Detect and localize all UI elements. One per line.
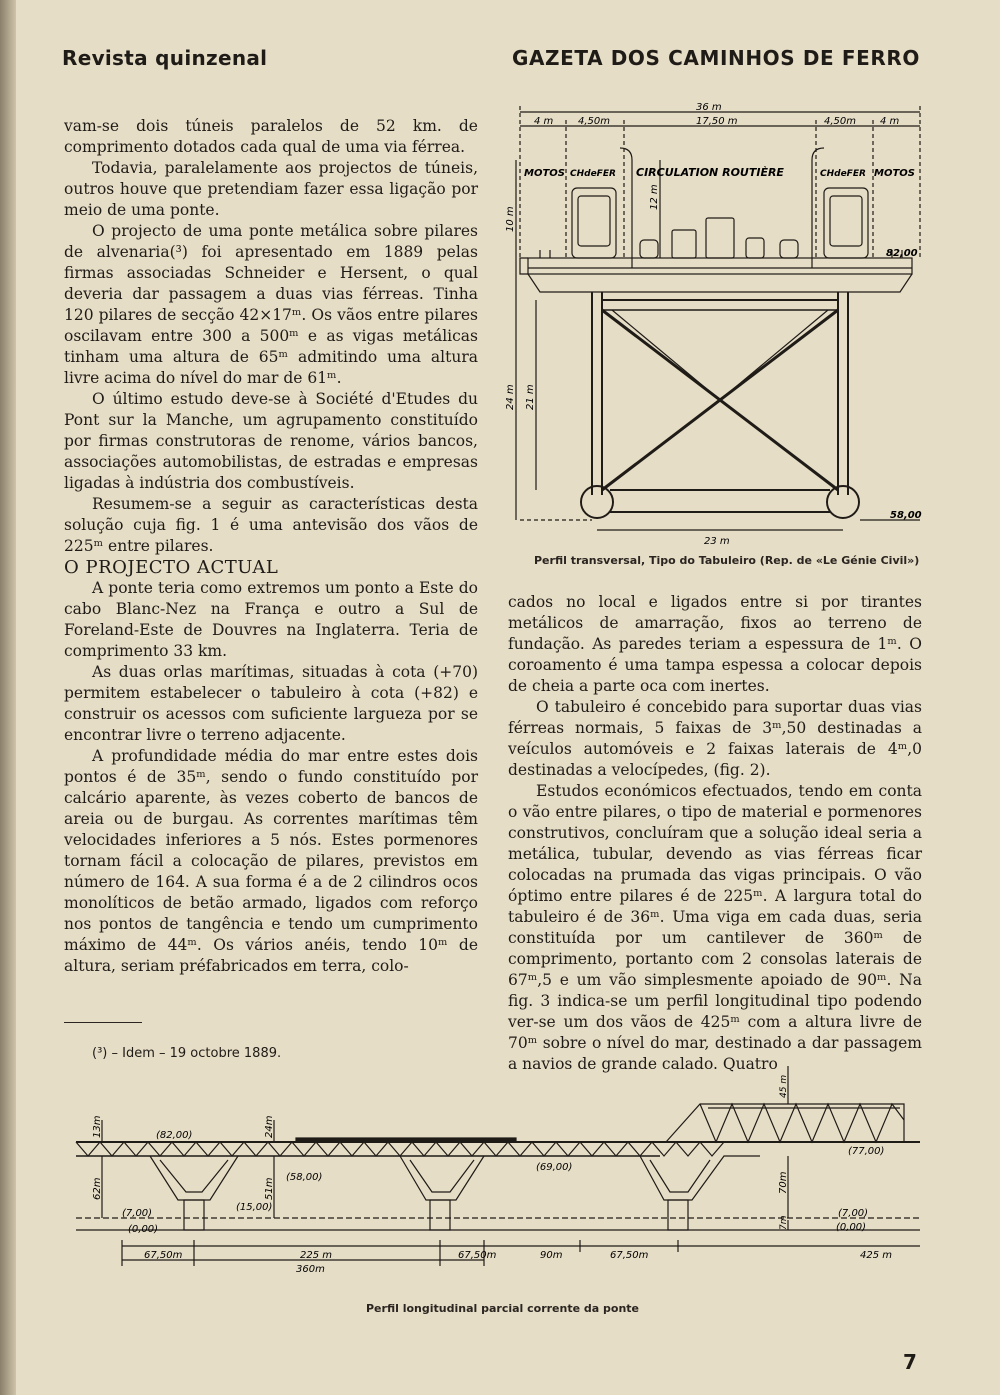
page-binding-edge [0, 0, 16, 1395]
dim-d3: 17,50 m [696, 116, 738, 127]
height-h7: 7m [779, 1215, 789, 1230]
paragraph: A ponte teria como extremos um ponto a Este do cabo Blanc-Nez na França e outro a Sul de Foreland-Este de Douvres na Inglaterra. Teria de comprimento 33 km. [64, 579, 478, 660]
left-column [64, 116, 478, 977]
paragraph: O projecto de uma ponte metálica sobre pilares de alvenaria(³) foi apresentado em 1889 pelas firmas associadas Schneider e Hersent, o qual deveria dar passagem a duas vias férreas. Tinha 120 pilares de secção 42×17ᵐ. Os vãos entre pilares oscilavam entre 300 a 500ᵐ e as vigas metálicas tinham uma altura de 65ᵐ admitindo uma altura livre acima do nível do mar de 61ᵐ. [64, 222, 478, 387]
height-h70: 70m [778, 1171, 789, 1194]
level-l8: (7,00) [838, 1208, 869, 1219]
header-left: Revista quinzenal [62, 46, 268, 70]
label-road: CIRCULATION ROUTIÈRE [636, 166, 784, 179]
dim-base: 23 m [704, 536, 730, 547]
height-h13: 13m [92, 1115, 103, 1138]
dim-total: 36 m [696, 102, 722, 113]
footnote: (³) – Idem – 19 octobre 1889. [92, 1046, 282, 1061]
label-motos-left: MOTOS [524, 168, 565, 179]
cross-section-figure [500, 100, 930, 550]
dim-d4: 4,50m [824, 116, 857, 127]
right-column [508, 592, 922, 1075]
dim-d2: 4,50m [578, 116, 611, 127]
span-total: 360m [296, 1264, 325, 1275]
span-s6: 425 m [860, 1250, 893, 1261]
paragraph: cados no local e ligados entre si por tirantes metálicos de amarração, fixos ao terreno de fundação. As paredes teriam a espessura de 1ᵐ. O coroamento é uma tampa espessa a colocar depois de cheia a parte oca com inertes. [508, 593, 922, 695]
paragraph: A profundidade média do mar entre estes dois pontos é de 35ᵐ, sendo o fundo constituído por calcário aparente, às vezes coberto de bancos de areia ou de burgau. As correntes marítimas têm velocidades inferiores a 5 nós. Estes pormenores tornam fácil a colocação de pilares, previstos em número de 164. A sua forma é a de 2 cilindros ocos monolíticos de betão armado, ligados com reforço nos pontos de tangência e tendo um cumprimento máximo de 44ᵐ. Os vários anéis, tendo 10ᵐ de altura, seriam préfabricados em terra, colo- [64, 747, 478, 975]
paragraph: Todavia, paralelamente aos projectos de túneis, outros houve que pretendiam fazer essa ligação por meio de uma ponte. [64, 159, 478, 219]
paragraph: O tabuleiro é concebido para suportar duas vias férreas normais, 5 faixas de 3ᵐ,50 destinadas a veículos automóveis e 2 faixas laterais de 4ᵐ,0 destinadas a velocípedes, (fig. 2). [508, 698, 922, 779]
paragraph: As duas orlas marítimas, situadas à cota (+70) permitem estabelecer o tabuleiro à cota (+82) e construir os acessos com suficiente largueza por se encontrar livre o terreno adjacente. [64, 663, 478, 744]
label-chfer-right: CHdeFER [820, 169, 866, 179]
figure2-caption: Perfil longitudinal parcial corrente da ponte [366, 1302, 640, 1315]
level-bottom: 58,00 [890, 510, 922, 521]
dim-h1: 10 m [505, 206, 516, 232]
height-h62: 62m [92, 1177, 103, 1200]
span-s1: 67,50m [144, 1250, 183, 1261]
level-l7: (0,00) [128, 1224, 159, 1235]
longitudinal-profile-figure [60, 1060, 930, 1300]
span-s2: 225 m [300, 1250, 333, 1261]
height-h51: 51m [264, 1177, 275, 1200]
level-l1: (82,00) [156, 1130, 193, 1141]
figure1-caption: Perfil transversal, Tipo do Tabuleiro (Rep. de «Le Génie Civil») [534, 554, 920, 567]
paragraph: Resumem-se a seguir as características desta solução cuja fig. 1 é uma antevisão dos vãos de 225ᵐ entre pilares. [64, 495, 478, 555]
level-l2: (58,00) [286, 1172, 323, 1183]
dim-h3: 24 m [505, 384, 516, 410]
page-number: 7 [903, 1350, 917, 1374]
paragraph: vam-se dois túneis paralelos de 52 km. de comprimento dotados cada qual de uma via férrea. [64, 117, 478, 156]
dim-h4: 21 m [525, 384, 536, 410]
span-s4: 90m [540, 1250, 563, 1261]
header-right: GAZETA DOS CAMINHOS DE FERRO [511, 46, 920, 70]
paragraph: Estudos económicos efectuados, tendo em conta o vão entre pilares, o tipo de material e pormenores construtivos, concluíram que a solução ideal seria a metálica, tubular, devendo as vias férreas ficar colocadas na prumada das vigas principais. O vão óptimo entre pilares é de 225ᵐ. A largura total do tabuleiro é de 36ᵐ. Uma viga em cada duas, seria constituída por um cantilever de 360ᵐ de comprimento, portanto com 2 consolas laterais de 67ᵐ,5 e um vão simplesmente apoiado de 90ᵐ. Na fig. 3 indica-se um perfil longitudinal tipo podendo ver-se um dos vãos de 425ᵐ com a altura livre de 70ᵐ sobre o nível do mar, destinado a dar passagem a navios de grande calado. Quatro [508, 782, 922, 1073]
level-l4: (77,00) [848, 1146, 885, 1157]
label-motos-right: MOTOS [874, 168, 915, 179]
paragraph: O último estudo deve-se à Société d'Etudes du Pont sur la Manche, um agrupamento constituído por firmas construtoras de renome, vários bancos, associações automobilistas, de estradas e empresas ligadas à indústria dos combustíveis. [64, 390, 478, 492]
height-h45: 45 m [779, 1074, 789, 1098]
section-title: O PROJECTO ACTUAL [64, 557, 279, 578]
footnote-rule [64, 1022, 142, 1023]
dim-h2: 12 m [649, 184, 660, 210]
level-l3: (69,00) [536, 1162, 573, 1173]
dim-d5: 4 m [880, 116, 900, 127]
level-l9: (0,00) [836, 1222, 867, 1233]
dim-d1: 4 m [534, 116, 554, 127]
span-s3: 67,50m [458, 1250, 497, 1261]
height-h24: 24m [264, 1115, 275, 1138]
label-chfer-left: CHdeFER [570, 169, 616, 179]
level-l5: (7,00) [122, 1208, 153, 1219]
level-l6: (15,00) [236, 1202, 273, 1213]
level-top: 82,00 [886, 248, 918, 259]
span-s5: 67,50m [610, 1250, 649, 1261]
